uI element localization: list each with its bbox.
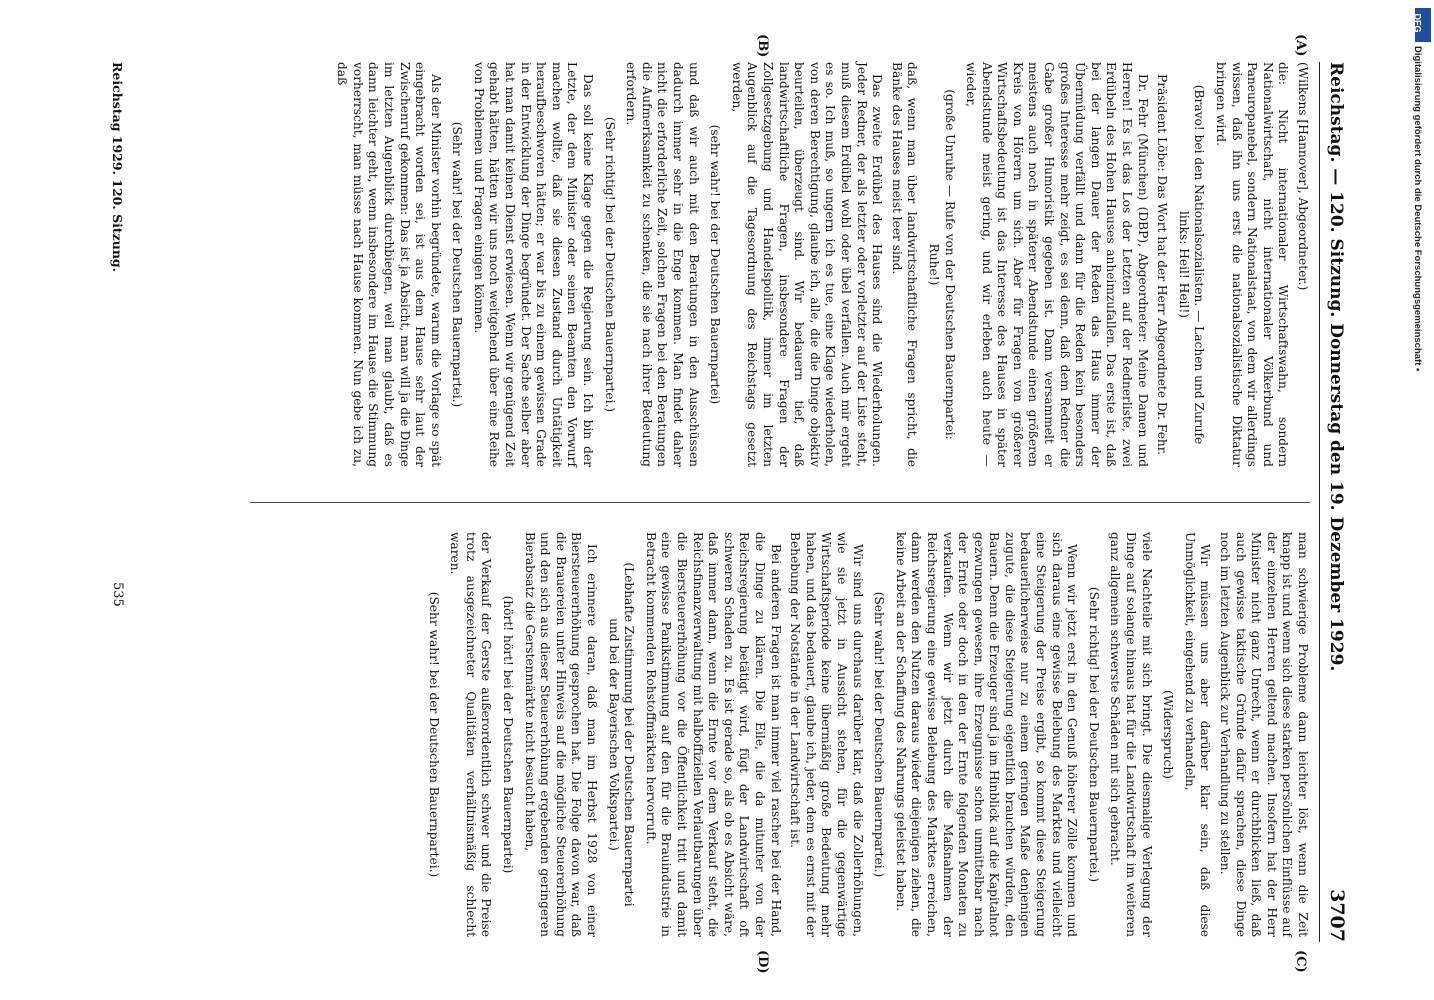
paragraph: daß, wenn man über landwirtschaftliche Fragen spricht, die Bänke des Hauses meist leer sind.: [889, 62, 920, 467]
paragraph: Wir müssen uns aber darüber klar sein, daß diese Unmöglichkeit, eingehend zu verhandeln,: [1182, 532, 1213, 937]
right-column: [419, 532, 1310, 937]
margin-mark-d: (D): [755, 950, 770, 974]
margin-mark-b: (B): [755, 34, 770, 58]
interjection: (Sehr wahr! bei der Deutschen Bauernpartei.): [872, 591, 887, 878]
footer-label: Reichstag 1929. 120. Sitzung.: [110, 62, 125, 272]
interjection: (Sehr richtig! bei der Deutschen Bauernpartei.): [1086, 586, 1101, 883]
interjection: (hört! hört! bei der Deutschen Bauernpartei): [501, 595, 516, 874]
dfg-logo: [1412, 8, 1431, 42]
interjection: (große Unruhe — Rufe von der Deutschen Bauernpartei: Ruhe!): [926, 89, 957, 440]
header-title: Reichstag. — 120. Sitzung. Donnerstag den 19. Dezember 1929.: [1326, 62, 1346, 672]
paragraph: Das zweite Erdübel des Hauses sind die Wiederholungen. Jeder Redner, der als letzter oder vorletzter auf der Liste steht, muß diesem Erdübel wohl oder übel verfallen. Auch mir ergeht es so. Ich muß, so ungern ich es tue, eine Klage wiederholen, von deren Berechtigung, glaube ich, alle, die die Dinge objektiv beurteilen, überzeugt sind. Wir bedauern tief, daß landwirtschaftliche Fragen, insbesondere Fragen der Zollgesetzgebung und Handelspolitik, immer im letzten Augenblick auf die Tagesordnung des Reichstags gesetzt werden,: [729, 62, 885, 467]
page-number: 3707: [1326, 889, 1348, 942]
digitization-credit: [1414, 6, 1432, 996]
paragraph: Präsident Löbe: Das Wort hat der Herr Abgeordnete Dr. Fehr.: [1155, 74, 1170, 456]
paragraph: Das soll keine Klage gegen die Regierung sein. Ich bin der Letzte, der dem Minister oder seinen Beamten den Vorwurf machen wollte, daß sie diesen Zustand durch Untätigkeit heraufbeschworen hätten; er war bis zu einem gewissen Grade in der Entwicklung der Dinge begründet. Der Sache selber aber hat man damit keinen Dienst erwiesen. Wenn wir genügend Zeit gehabt hätten, hätten wir uns noch weitgehend über eine Reihe von Problemen und Fragen einigen können.: [471, 62, 596, 467]
interjection: (Sehr wahr! bei der Deutschen Bauernpartei.): [426, 591, 441, 878]
credit-text: Digitalisierung gefördert durch die Deutsche Forschungsgemeinschaft •: [1412, 46, 1423, 372]
paragraph: man schwierige Probleme dann leichter löst, wenn die Zeit knapp ist und wenn sich diese starken persönlichen Einflüsse auf der einzelnen Herren geltend machen. Insofern hat der Herr Minister nicht ganz Unrecht, wenn er durchblicken ließ, daß auch gewisse taktische Gründe dafür sprachen, diese Dinge noch im letzten Augenblick zur Verhandlung zu stellen.: [1218, 532, 1310, 937]
dfg-logo-text: DFG: [1412, 13, 1423, 33]
paragraph: Ich erinnere daran, daß man im Herbst 1928 von einer Biersteuererhöhung gesprochen hat. Die Folge davon war, daß die Brauereien unter Hinweis auf die mögliche Steuererhöhung und den sich aus dieser Steuererhöhung ergebenden geringeren Bierabsatz die Gerstenmärkte nicht besucht haben,: [522, 532, 600, 937]
paragraph: der Verkauf der Gerste außerordentlich schwer und die Preise trotz ausgezeichneter Qualitäten verhältnismäßig schlecht waren.: [448, 532, 494, 937]
paragraph: die: Nicht internationaler Wirtschaftswahn, sondern Nationalwirtschaft, nicht internationaler Völkerbund und Paneuropanebel, sondern Nationalstaat, von dem wir allerdings wissen, daß ihn uns erst die nationalsozialistische Diktatur bringen wird.: [1214, 62, 1291, 467]
paragraph: und daß wir auch mit den Beratungen in den Ausschüssen dadurch immer sehr in die Enge kommen. Man findet daher nicht die erforderliche Zeit, solchen Fragen bei den Beratungen die Aufmerksamkeit zu schenken, die sie nach ihrer Bedeutung erfordern.: [624, 62, 701, 467]
interjection: (Lebhafte Zustimmung bei der Deutschen Bauernpartei und bei der Bayerischen Volkspartei.): [606, 562, 637, 907]
paragraph: Wir sind uns durchaus darüber klar, daß die Zollerhöhungen, wie sie jetzt in Aussicht stehen, für die gegenwärtige Wirtschaftsperiode keine übermäßig große Bedeutung mehr haben, und das bedauert, glaube ich, jeder, dem es ernst mit der Behebung der Notstände in der Landwirtschaft ist.: [788, 532, 865, 937]
column-divider: [250, 502, 1310, 503]
margin-mark-a: (A): [1293, 34, 1308, 57]
paragraph: Dr. Fehr (München) (DBP), Abgeordneter: Meine Damen und Herren! Es ist das Los der Letzten auf der Rednerliste, zwei Erdübeln des Hohen Hauses anheimzufallen. Das erste ist, daß bei der langen Dauer der Reden das Haus immer der Übermüdung verfällt und dann für die Reden kein besonders großes Interesse mehr zeigt, es sei denn, daß dem Redner die Gabe großer Humoristik gegeben ist. Dann versammelt er meistens auch noch in späterer Abendstunde einen größeren Kreis von Hörern um sich. Aber für Fragen von größerer Wirtschaftsbedeutung ist das Interesse des Hauses in später Abendstunde meist gering, und wir erleben auch heute — wieder,: [964, 62, 1150, 467]
paragraph: viele Nachteile mit sich bringt. Die diesmalige Verlegung der Dinge auf solange hinaus hat für die Landwirtschaft im weiteren ganz allgemein schwerste Schäden mit sich gebracht.: [1108, 532, 1154, 937]
paragraph: Bei anderen Fragen ist man immer viel rascher bei der Hand, die Dinge zu klären. Die Eile, die da mitunter von der Reichsregierung betätigt wird, fügt der Landwirtschaft oft schweren Schaden zu. Es ist gerade so, als ob es Absicht wäre, daß immer dann, wenn die Ernte vor dem Verkauf steht, die Reichsfinanzverwaltung mit halboffiziellen Verlautbarungen über die Biersteuererhöhung vor die Öffentlichkeit tritt und damit eine gewisse Panikstimmung auf den für die Brauindustrie in Betracht kommenden Rohstoffmärkten hervorruft.: [643, 532, 783, 937]
paragraph: Als der Minister vorhin begründete, warum die Vorlage so spät eingebracht worden sei, ist aus dem Hause sehr laut der Zwischenruf gekommen: Das ist ja Absicht, man will ja die Dinge im letzten Augenblick durchbiegen, weil man glaubt, daß es dann leichter geht, wenn insbesondere im Hause die Stimmung vorherrscht, man müsse nach Hause kommen. Nun gebe ich zu, daß: [335, 62, 443, 467]
interjection: (Sehr richtig! bei der Deutschen Bauernpartei.): [602, 116, 617, 413]
page-header: [1319, 62, 1350, 942]
interjection: (sehr wahr! bei der Deutschen Bauernpartei): [708, 124, 723, 405]
interjection: (Sehr wahr! bei der Deutschen Bauernpartei.): [450, 121, 465, 408]
sheet-number: 535: [110, 582, 125, 607]
margin-mark-c: (C): [1293, 950, 1308, 973]
interjection: (Widerspruch): [1161, 690, 1176, 779]
interjection: (Bravo! bei den Nationalsozialisten. — Lachen und Zurufe links: Heil! Heil!): [1176, 84, 1207, 445]
left-column: [330, 62, 1310, 467]
rotated-page: [60, 34, 1350, 974]
paragraph: Wenn wir jetzt erst in den Genuß höherer Zölle kommen und sich daraus eine gewisse Belebung des Marktes und vielleicht eine Steigerung der Preise ergibt, so kommt diese Steigerung bedauerlicherweise nur zu einem geringen Maße denjenigen zugute, die diese Steigerung eigentlich brauchen würden, den Bauern. Denn die Erzeuger sind ja im Hinblick auf die Kapitalnot gezwungen gewesen, ihre Erzeugnisse schon unmittelbar nach der Ernte oder doch in den der Ernte folgenden Monaten zu verkaufen. Wenn wir jetzt durch die Maßnahmen der Reichsregierung eine gewisse Belebung des Marktes erreichen, dann werden den Nutzen daraus wieder diejenigen ziehen, die keine Arbeit an der Schaffung des Nahrungs geleistet haben.: [893, 532, 1080, 937]
speaker-continuation: (Wilkens [Hannover], Abgeordneter.): [1296, 62, 1310, 291]
